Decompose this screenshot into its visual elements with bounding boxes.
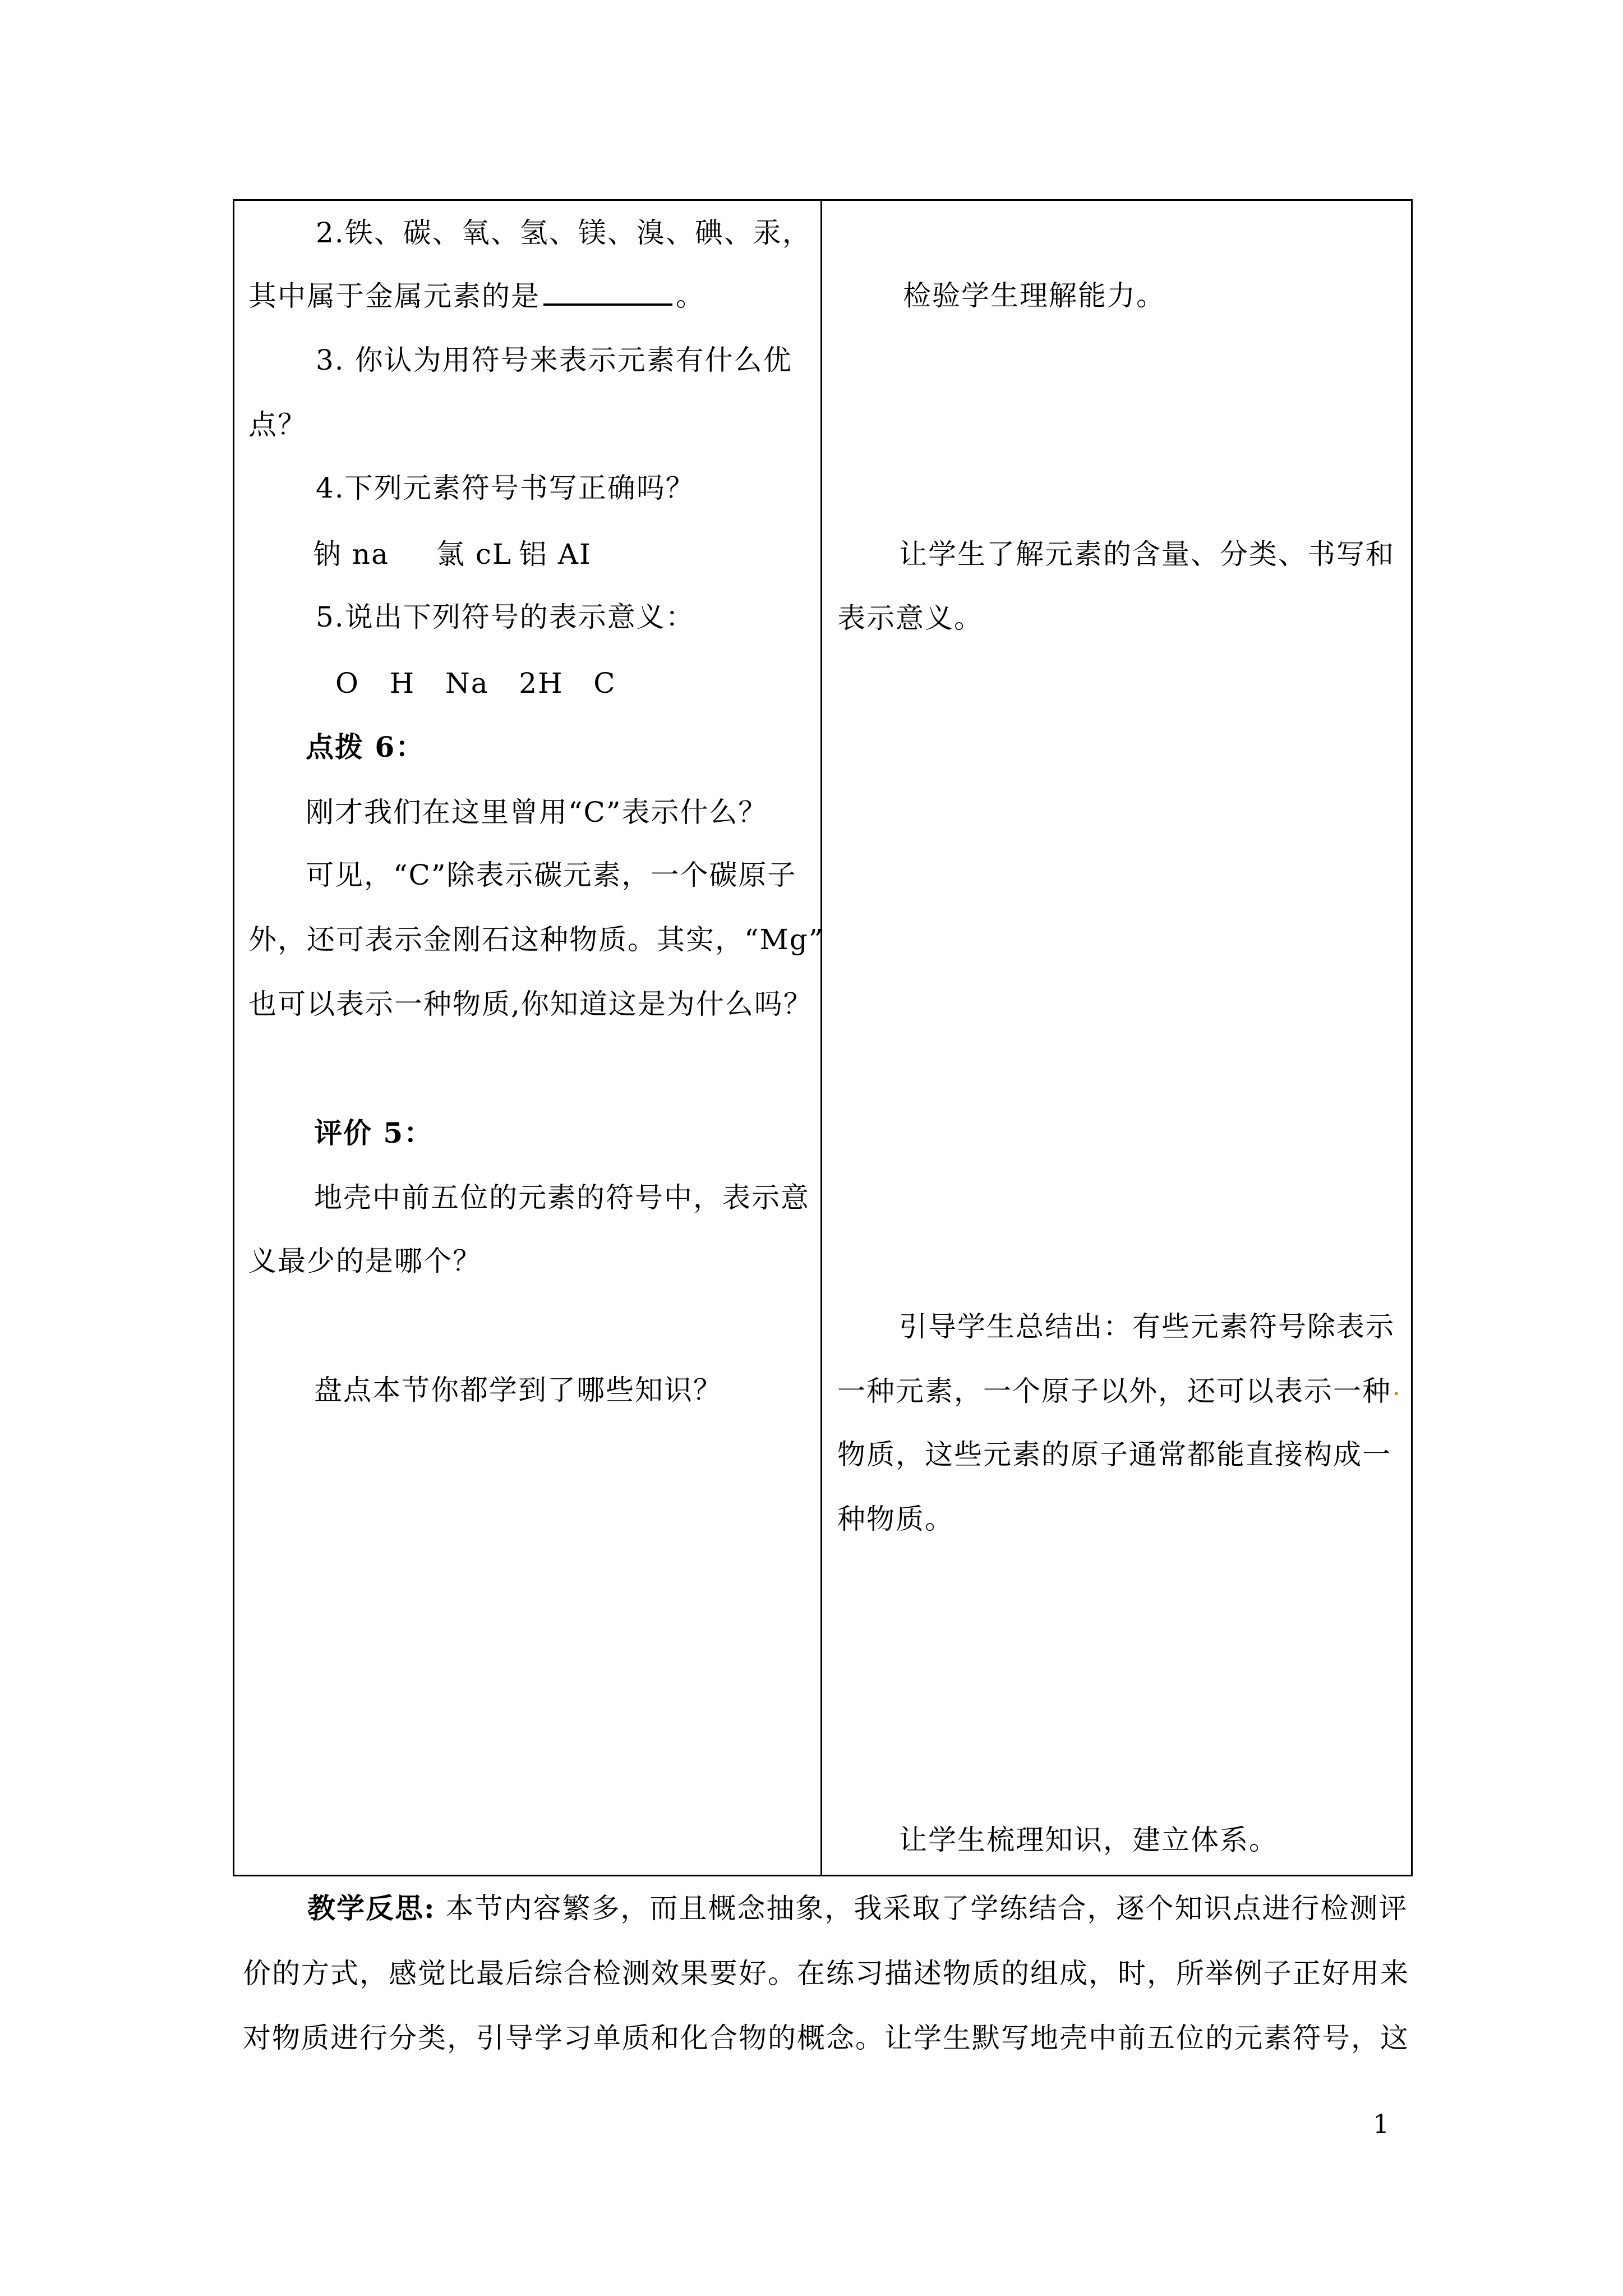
question-4-line-1: 4.下列元素符号书写正确吗？ (316, 472, 695, 504)
summary-question: 盘点本节你都学到了哪些知识？ (314, 1374, 722, 1406)
purpose-summary-line-1: 引导学生总结出：有些元素符号除表示 (899, 1310, 1395, 1343)
question-3-line-2: 点？ (248, 408, 307, 441)
purpose-elements-line-1: 让学生了解元素的含量、分类、书写和 (899, 538, 1395, 570)
question-3-line-1: 3. 你认为用符号来表示元素有什么优 (316, 344, 792, 376)
hint-6-line-4: 也可以表示一种物质,你知道这是为什么吗？ (248, 988, 813, 1020)
reflection-line-1-text: 本节内容繁多，而且概念抽象，我采取了学练结合，逐个知识点进行检测评 (445, 1892, 1408, 1925)
stray-mark (1395, 1392, 1398, 1395)
reflection-line-2: 价的方式，感觉比最后综合检测效果要好。在练习描述物质的组成，时，所举例子正好用来 (243, 1957, 1409, 1990)
question-4-symbol-aluminium: 铝 AI (519, 538, 592, 570)
question-2-line-1: 2.铁、碳、氧、氢、镁、溴、碘、汞， (316, 217, 811, 249)
reflection-line-3: 对物质进行分类，引导学习单质和化合物的概念。让学生默写地壳中前五位的元素符号，这 (243, 2022, 1409, 2054)
evaluation-5-title: 评价 5： (314, 1116, 434, 1149)
purpose-summary-line-2: 一种元素，一个原子以外，还可以表示一种 (837, 1375, 1391, 1407)
hint-6-line-1: 刚才我们在这里曾用“C”表示什么？ (306, 796, 768, 829)
evaluation-5-line-1: 地壳中前五位的元素的符号中，表示意 (314, 1181, 810, 1214)
page-number: 1 (1373, 2109, 1390, 2139)
purpose-elements-line-2: 表示意义。 (837, 602, 983, 634)
hint-6-line-3: 外，还可表示金刚石这种物质。其实，“Mg” (248, 923, 824, 956)
question-5-line-1: 5.说出下列符号的表示意义： (316, 601, 695, 633)
answer-blank (543, 279, 672, 306)
evaluation-5-line-2: 义最少的是哪个？ (248, 1245, 482, 1277)
reflection-title: 教学反思 (307, 1892, 424, 1925)
purpose-summary-line-4: 种物质。 (837, 1503, 954, 1535)
question-5-symbols: O H Na 2H C (335, 667, 616, 700)
purpose-comprehension: 检验学生理解能力。 (903, 279, 1165, 312)
reflection-line-1: 教学反思: 本节内容繁多，而且概念抽象，我采取了学练结合，逐个知识点进行检测评 (307, 1892, 1408, 1925)
purpose-summary-line-3: 物质，这些元素的原子通常都能直接构成一 (837, 1438, 1391, 1471)
hint-6-title: 点拨 6： (306, 730, 425, 763)
hint-6-line-2: 可见，“C”除表示碳元素，一个碳原子 (306, 859, 797, 891)
purpose-organize-knowledge: 让学生梳理知识，建立体系。 (899, 1824, 1278, 1856)
lesson-table (233, 199, 1413, 1876)
question-4-symbol-sodium: 钠 na (313, 538, 389, 570)
question-2-text: 其中属于金属元素的是 (248, 280, 540, 312)
question-4-symbol-chlorine: 氯 cL (436, 538, 513, 570)
question-2-end: 。 (676, 280, 705, 312)
question-2-line-2 (248, 279, 705, 313)
column-divider (820, 201, 822, 1875)
